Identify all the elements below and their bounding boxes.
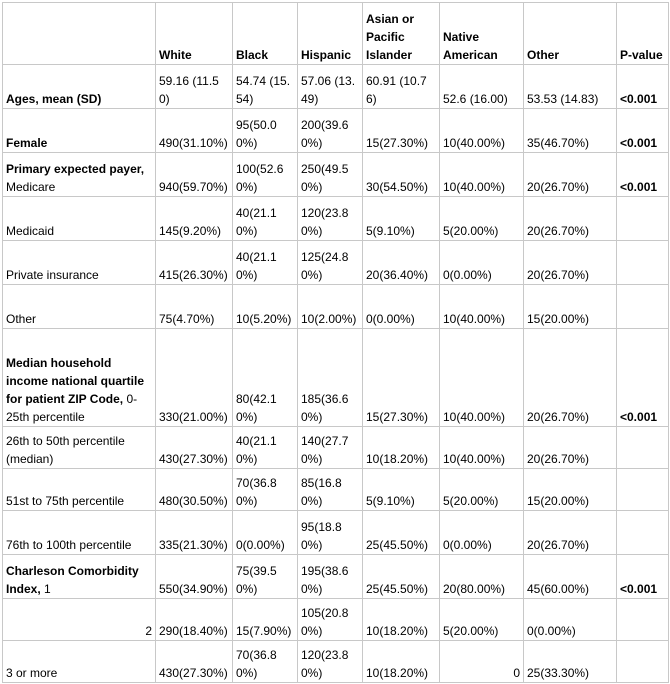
cell-white: 490(31.10%) [156,109,233,153]
cell-asian: 0(0.00%) [363,285,440,329]
cell-black: 70(36.80%) [233,641,298,683]
cell-asian: 15(27.30%) [363,109,440,153]
header-cell-pvalue: P-value [617,3,669,65]
cell-other: 45(60.00%) [524,555,617,599]
row-label [3,197,156,241]
row-payer-medicare [3,153,669,197]
cell-other: 20(26.70%) [524,329,617,427]
cell-black: 70(36.80%) [233,469,298,511]
header-cell-empty [3,3,156,65]
cell-other: 35(46.70%) [524,109,617,153]
row-income-q2 [3,427,669,469]
cell-hispanic: 57.06 (13.49) [298,65,363,109]
cell-other: 15(20.00%) [524,469,617,511]
cell-pvalue [617,599,669,641]
cell-asian: 30(54.50%) [363,153,440,197]
row-label-text: 76th to 100th percentile [6,538,132,552]
row-label-text: Medicare [6,180,56,194]
cell-hispanic: 105(20.80%) [298,599,363,641]
cell-hispanic: 120(23.80%) [298,197,363,241]
cell-asian: 5(9.10%) [363,197,440,241]
demographics-table [2,2,669,683]
row-cci-1 [3,555,669,599]
header-row [3,3,669,65]
cell-pvalue [617,285,669,329]
row-income-q1 [3,329,669,427]
row-label-bold: Female [6,136,48,150]
cell-hispanic: 200(39.60%) [298,109,363,153]
row-income-q4 [3,511,669,555]
header-cell-hispanic: Hispanic [298,3,363,65]
cell-black: 100(52.60%) [233,153,298,197]
cell-hispanic: 140(27.70%) [298,427,363,469]
row-label-bold: Ages, mean (SD) [6,92,102,106]
cell-white: 59.16 (11.50) [156,65,233,109]
cell-pvalue: <0.001 [617,65,669,109]
row-label [3,641,156,683]
row-ages [3,65,669,109]
row-payer-other [3,285,669,329]
row-label [3,511,156,555]
cell-native: 5(20.00%) [440,197,524,241]
header-cell-white: White [156,3,233,65]
cell-native: 10(40.00%) [440,427,524,469]
cell-black: 15(7.90%) [233,599,298,641]
cell-asian: 10(18.20%) [363,427,440,469]
cell-native: 0 [440,641,524,683]
cell-white: 415(26.30%) [156,241,233,285]
header-cell-other: Other [524,3,617,65]
cell-pvalue [617,241,669,285]
row-label [3,241,156,285]
header-cell-native: Native American [440,3,524,65]
cell-white: 75(4.70%) [156,285,233,329]
cell-hispanic: 195(38.60%) [298,555,363,599]
cell-black: 40(21.10%) [233,197,298,241]
cell-native: 5(20.00%) [440,469,524,511]
cell-asian: 10(18.20%) [363,599,440,641]
cell-other: 20(26.70%) [524,153,617,197]
cell-hispanic: 185(36.60%) [298,329,363,427]
cell-native: 52.6 (16.00) [440,65,524,109]
cell-pvalue [617,427,669,469]
row-label-bold: Charleson Comorbidity Index, [6,564,139,596]
cell-hispanic: 95(18.80%) [298,511,363,555]
row-label [3,555,156,599]
cell-black: 0(0.00%) [233,511,298,555]
cell-asian: 60.91 (10.76) [363,65,440,109]
cell-pvalue: <0.001 [617,153,669,197]
cell-hispanic: 250(49.50%) [298,153,363,197]
cell-native: 0(0.00%) [440,511,524,555]
cell-black: 75(39.50%) [233,555,298,599]
cell-white: 430(27.30%) [156,427,233,469]
row-label [3,109,156,153]
cell-native: 0(0.00%) [440,241,524,285]
cell-pvalue [617,469,669,511]
cell-white: 290(18.40%) [156,599,233,641]
cell-white: 550(34.90%) [156,555,233,599]
header-cell-black: Black [233,3,298,65]
cell-native: 10(40.00%) [440,153,524,197]
cell-black: 40(21.10%) [233,241,298,285]
row-label [3,427,156,469]
cell-native: 10(40.00%) [440,285,524,329]
row-label [3,285,156,329]
cell-other: 20(26.70%) [524,241,617,285]
cell-asian: 25(45.50%) [363,555,440,599]
cell-other: 20(26.70%) [524,511,617,555]
cell-pvalue [617,197,669,241]
cell-other: 20(26.70%) [524,427,617,469]
row-payer-medicaid [3,197,669,241]
cell-hispanic: 85(16.80%) [298,469,363,511]
cell-native: 20(80.00%) [440,555,524,599]
cell-hispanic: 125(24.80%) [298,241,363,285]
row-label [3,65,156,109]
cell-pvalue: <0.001 [617,329,669,427]
row-label-text: 51st to 75th percentile [6,494,125,508]
cell-native: 10(40.00%) [440,109,524,153]
cell-black: 80(42.10%) [233,329,298,427]
cell-black: 95(50.00%) [233,109,298,153]
cell-hispanic: 10(2.00%) [298,285,363,329]
row-income-q3 [3,469,669,511]
row-label [3,469,156,511]
row-label-text: Private insurance [6,268,99,282]
cell-other: 0(0.00%) [524,599,617,641]
cell-asian: 20(36.40%) [363,241,440,285]
cell-other: 15(20.00%) [524,285,617,329]
cell-white: 480(30.50%) [156,469,233,511]
cell-white: 145(9.20%) [156,197,233,241]
cell-pvalue: <0.001 [617,555,669,599]
row-cci-2 [3,599,669,641]
cell-other: 20(26.70%) [524,197,617,241]
cell-asian: 5(9.10%) [363,469,440,511]
cell-native: 10(40.00%) [440,329,524,427]
cell-hispanic: 120(23.80%) [298,641,363,683]
cell-black: 40(21.10%) [233,427,298,469]
cell-pvalue [617,641,669,683]
cell-asian: 15(27.30%) [363,329,440,427]
header-cell-asian: Asian or Pacific Islander [363,3,440,65]
row-female [3,109,669,153]
cell-white: 330(21.00%) [156,329,233,427]
row-label-text: 3 or more [6,666,58,680]
row-label-bold: Primary expected payer, [6,162,145,176]
cell-black: 10(5.20%) [233,285,298,329]
row-label [3,599,156,641]
row-label [3,329,156,427]
row-label-text: Medicaid [6,224,55,238]
cell-white: 430(27.30%) [156,641,233,683]
cell-other: 25(33.30%) [524,641,617,683]
cell-black: 54.74 (15.54) [233,65,298,109]
row-label-bold: Median household income national quartile for patient ZIP Code, [6,356,145,406]
cell-native: 5(20.00%) [440,599,524,641]
row-label-text: Other [6,312,37,326]
cell-pvalue [617,511,669,555]
row-cci-3plus [3,641,669,683]
row-label [3,153,156,197]
cell-white: 335(21.30%) [156,511,233,555]
cell-asian: 10(18.20%) [363,641,440,683]
cell-pvalue: <0.001 [617,109,669,153]
row-payer-private [3,241,669,285]
cell-other: 53.53 (14.83) [524,65,617,109]
cell-white: 940(59.70%) [156,153,233,197]
row-label-text: 2 [145,624,152,638]
row-label-text: 0-25th percentile [6,392,138,424]
cell-asian: 25(45.50%) [363,511,440,555]
row-label-text: 1 [40,582,51,596]
row-label-text: 26th to 50th percentile (median) [6,434,125,466]
